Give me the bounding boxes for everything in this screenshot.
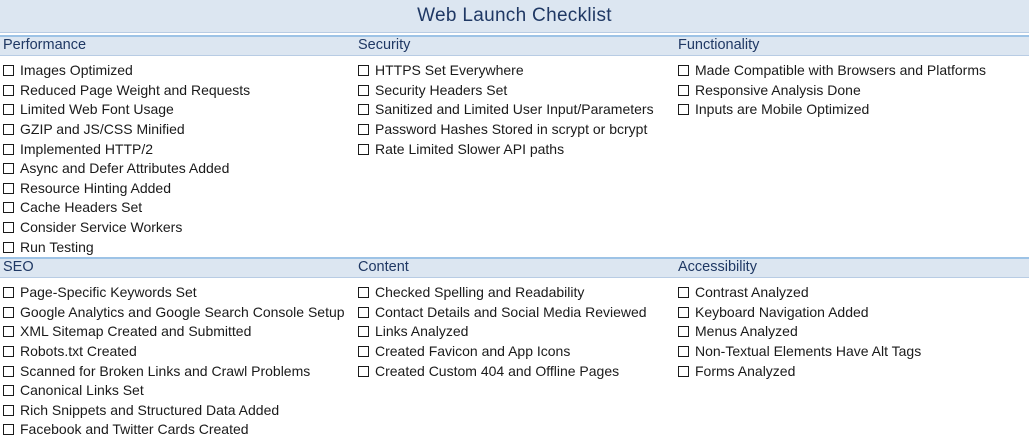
checklist-item-label: Limited Web Font Usage: [20, 101, 174, 118]
checklist-item[interactable]: [678, 283, 921, 303]
checklist-item-label: Sanitized and Limited User Input/Parameters: [375, 101, 654, 118]
checklist-item-label: Canonical Links Set: [20, 382, 144, 399]
checklist-item-label: Non-Textual Elements Have Alt Tags: [695, 343, 922, 360]
checklist-item[interactable]: [3, 322, 345, 342]
checklist-item[interactable]: [3, 139, 250, 159]
checklist-seo: [3, 283, 345, 440]
checklist-item-label: Password Hashes Stored in scrypt or bcrypt: [375, 121, 648, 138]
title-bar: [0, 0, 1029, 33]
checkbox-icon[interactable]: [3, 385, 14, 396]
checkbox-icon[interactable]: [3, 405, 14, 416]
checklist-item[interactable]: [3, 381, 345, 401]
checklist-item[interactable]: [3, 361, 345, 381]
checkbox-icon[interactable]: [678, 326, 689, 337]
checklist-item-label: Links Analyzed: [375, 323, 469, 340]
checkbox-icon[interactable]: [358, 326, 369, 337]
checklist-item[interactable]: [358, 81, 654, 101]
checkbox-icon[interactable]: [678, 346, 689, 357]
checklist-item[interactable]: [3, 420, 345, 440]
checkbox-icon[interactable]: [358, 65, 369, 76]
checkbox-icon[interactable]: [3, 85, 14, 96]
checkbox-icon[interactable]: [3, 287, 14, 298]
checkbox-icon[interactable]: [358, 366, 369, 377]
checklist-item[interactable]: [678, 303, 921, 323]
checklist-item-label: Scanned for Broken Links and Crawl Problems: [20, 362, 311, 379]
checklist-item-label: Resource Hinting Added: [20, 179, 171, 196]
checklist-item-label: Google Analytics and Google Search Console Setup: [20, 303, 345, 320]
checklist-item[interactable]: [358, 283, 647, 303]
checklist-item-label: Contact Details and Social Media Reviewed: [375, 303, 647, 320]
checklist-item-label: Run Testing: [20, 238, 94, 255]
checklist-item-label: Page-Specific Keywords Set: [20, 284, 197, 301]
checklist-item-label: Async and Defer Attributes Added: [20, 160, 230, 177]
checkbox-icon[interactable]: [3, 163, 14, 174]
checklist-item[interactable]: [358, 139, 654, 159]
checkbox-icon[interactable]: [358, 104, 369, 115]
checklist-item-label: Robots.txt Created: [20, 343, 137, 360]
checklist-item[interactable]: [358, 61, 654, 81]
checklist-item-label: Cache Headers Set: [20, 199, 143, 216]
checklist-item[interactable]: [3, 179, 250, 199]
section-header-band-top: [0, 35, 1029, 56]
section-heading-performance: Performance: [3, 37, 87, 53]
checklist-item[interactable]: [678, 322, 921, 342]
section-heading-seo: SEO: [3, 259, 34, 275]
checklist-item[interactable]: [3, 237, 250, 257]
checkbox-icon[interactable]: [3, 183, 14, 194]
checklist-item-label: Created Custom 404 and Offline Pages: [375, 362, 620, 379]
checklist-item-label: Implemented HTTP/2: [20, 140, 154, 157]
checklist-item[interactable]: [3, 218, 250, 238]
checklist-item-label: Reduced Page Weight and Requests: [20, 81, 251, 98]
checklist-security: [358, 61, 654, 159]
checkbox-icon[interactable]: [3, 242, 14, 253]
checkbox-icon[interactable]: [3, 346, 14, 357]
section-heading-security: Security: [358, 37, 411, 53]
checklist-item[interactable]: [3, 100, 250, 120]
checklist-item[interactable]: [3, 120, 250, 140]
checklist-item-label: Inputs are Mobile Optimized: [695, 101, 870, 118]
checkbox-icon[interactable]: [678, 104, 689, 115]
checklist-item-label: Contrast Analyzed: [695, 284, 809, 301]
page-title: Web Launch Checklist: [417, 5, 612, 26]
checkbox-icon[interactable]: [3, 424, 14, 435]
checklist-performance: [3, 61, 250, 257]
checkbox-icon[interactable]: [358, 85, 369, 96]
checklist-item[interactable]: [678, 100, 986, 120]
checklist-item-label: Forms Analyzed: [695, 362, 796, 379]
checklist-item[interactable]: [678, 342, 921, 362]
checklist-functionality: [678, 61, 986, 120]
checklist-item[interactable]: [3, 159, 250, 179]
checklist-item-label: Responsive Analysis Done: [695, 81, 861, 98]
checkbox-icon[interactable]: [3, 326, 14, 337]
checkbox-icon[interactable]: [3, 104, 14, 115]
checklist-item[interactable]: [358, 303, 647, 323]
section-heading-accessibility: Accessibility: [678, 259, 757, 275]
checklist-item-label: Created Favicon and App Icons: [375, 343, 571, 360]
checklist-item[interactable]: [358, 342, 647, 362]
checklist-item-label: Security Headers Set: [375, 81, 508, 98]
checkbox-icon[interactable]: [3, 202, 14, 213]
checklist-item[interactable]: [358, 322, 647, 342]
checklist-item-label: Checked Spelling and Readability: [375, 284, 585, 301]
checklist-accessibility: [678, 283, 921, 381]
checklist-item-label: Made Compatible with Browsers and Platforms: [695, 62, 987, 79]
checklist-item[interactable]: [3, 283, 345, 303]
checkbox-icon[interactable]: [3, 124, 14, 135]
checkbox-icon[interactable]: [678, 307, 689, 318]
checklist-item-label: Keyboard Navigation Added: [695, 303, 869, 320]
checklist-item[interactable]: [358, 361, 647, 381]
checklist-item[interactable]: [3, 198, 250, 218]
checklist-item[interactable]: [678, 61, 986, 81]
checklist-item[interactable]: [358, 120, 654, 140]
checklist-item-label: Facebook and Twitter Cards Created: [20, 421, 249, 438]
checkbox-icon[interactable]: [678, 65, 689, 76]
checkbox-icon[interactable]: [678, 287, 689, 298]
checklist-item-label: Rich Snippets and Structured Data Added: [20, 401, 280, 418]
checklist-item[interactable]: [3, 303, 345, 323]
section-heading-content: Content: [358, 259, 409, 275]
checklist-item-label: Images Optimized: [20, 62, 133, 79]
checkbox-icon[interactable]: [3, 222, 14, 233]
checkbox-icon[interactable]: [3, 307, 14, 318]
checkbox-icon[interactable]: [678, 85, 689, 96]
checkbox-icon[interactable]: [358, 346, 369, 357]
checkbox-icon[interactable]: [3, 65, 14, 76]
checklist-item[interactable]: [3, 81, 250, 101]
checkbox-icon[interactable]: [358, 307, 369, 318]
checklist-item-label: Menus Analyzed: [695, 323, 798, 340]
checkbox-icon[interactable]: [3, 144, 14, 155]
section-heading-functionality: Functionality: [678, 37, 760, 53]
checklist-item-label: XML Sitemap Created and Submitted: [20, 323, 252, 340]
checklist-item[interactable]: [678, 361, 921, 381]
checklist-content: [358, 283, 647, 381]
checklist-item[interactable]: [678, 81, 986, 101]
checkbox-icon[interactable]: [358, 287, 369, 298]
checkbox-icon[interactable]: [358, 144, 369, 155]
checkbox-icon[interactable]: [358, 124, 369, 135]
checklist-item-label: Consider Service Workers: [20, 219, 183, 236]
checkbox-icon[interactable]: [678, 366, 689, 377]
checklist-item-label: GZIP and JS/CSS Minified: [20, 121, 185, 138]
checklist-item[interactable]: [358, 100, 654, 120]
checkbox-icon[interactable]: [3, 366, 14, 377]
checklist-item[interactable]: [3, 401, 345, 421]
checklist-item[interactable]: [3, 61, 250, 81]
section-header-band-bottom: [0, 257, 1029, 278]
checklist-item[interactable]: [3, 342, 345, 362]
checklist-item-label: HTTPS Set Everywhere: [375, 62, 524, 79]
checklist-item-label: Rate Limited Slower API paths: [375, 140, 565, 157]
